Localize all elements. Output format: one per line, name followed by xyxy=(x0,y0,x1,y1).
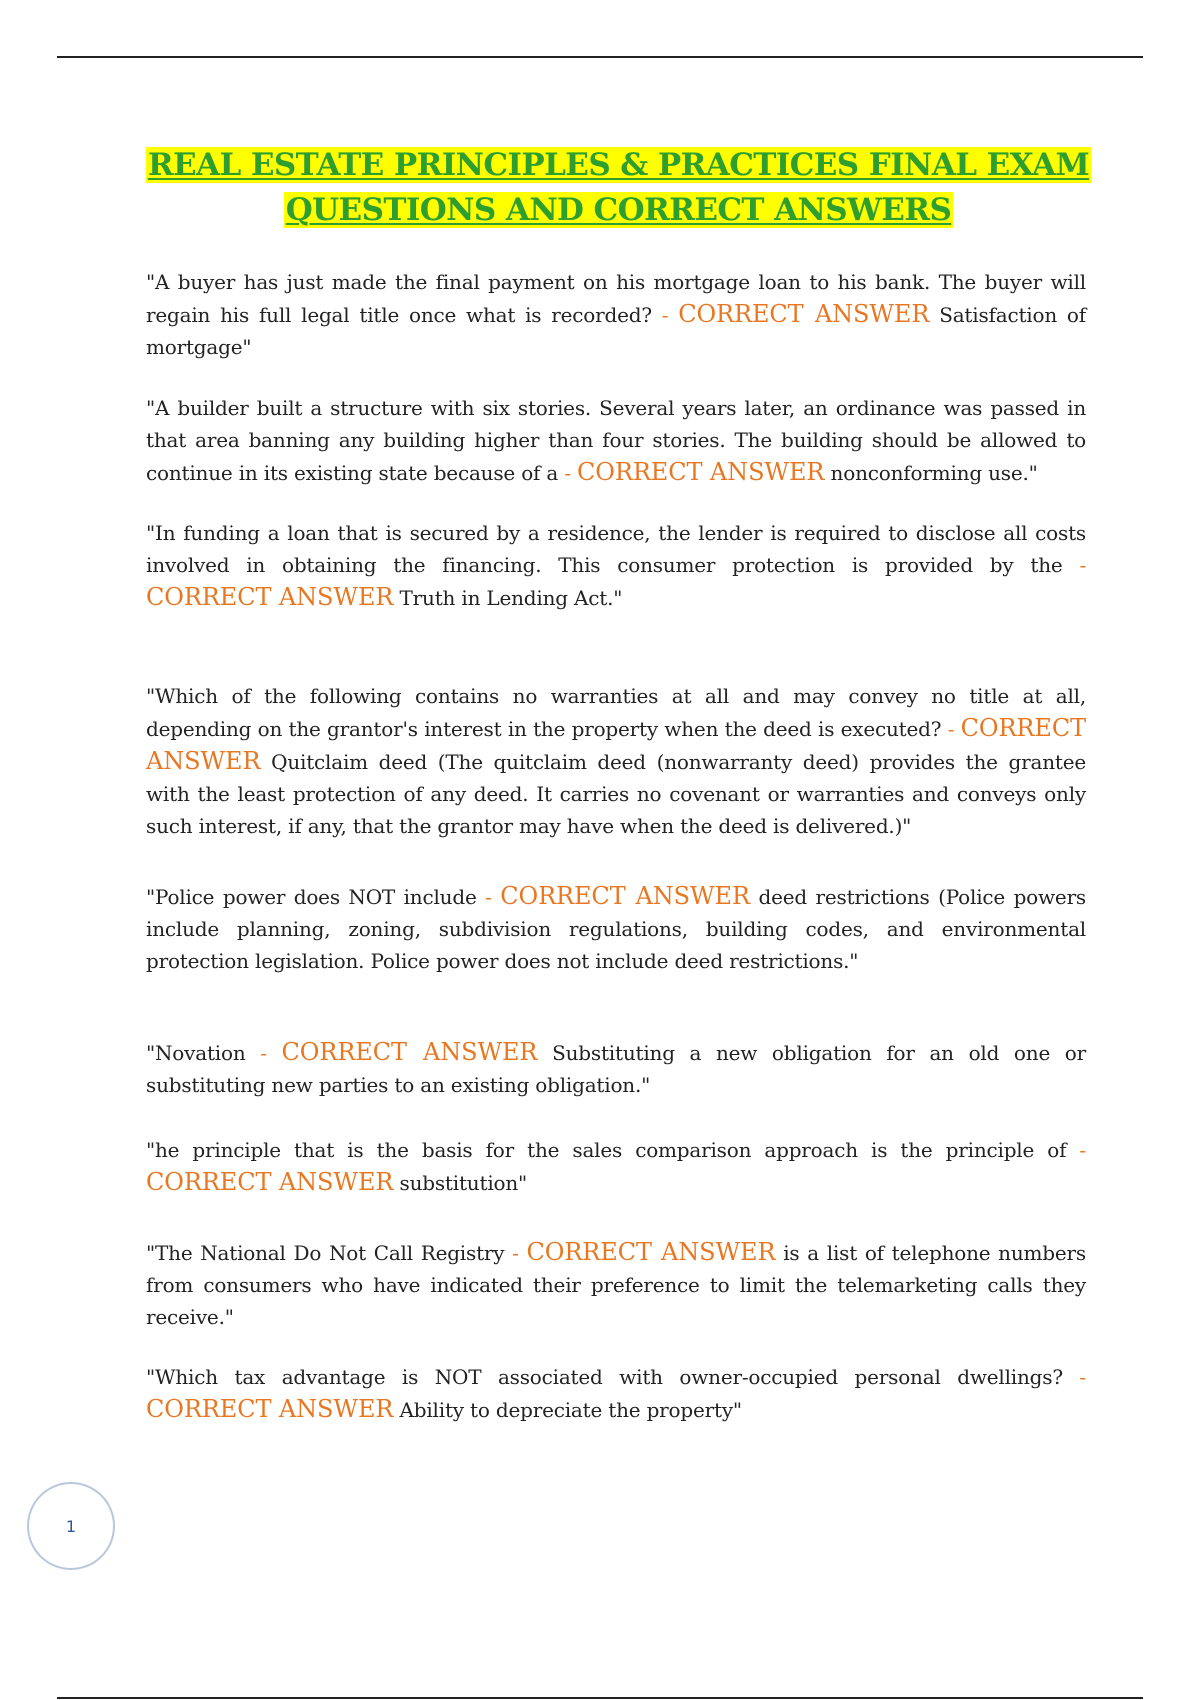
correct-answer-marker: - CORRECT ANSWER xyxy=(485,882,750,910)
answer-text: nonconforming use." xyxy=(830,461,1038,485)
question-text: "A builder built a structure with six stories. Several years later, an ordinance was passed in that area banning any building higher than four stories. The building should be allowed to continue in its existing state because of a xyxy=(146,396,1086,485)
question-text: "A buyer has just made the final payment on his mortgage loan to his bank. The buyer will regain his full legal title once what is recorded? xyxy=(146,270,1086,327)
qa-item xyxy=(146,392,1086,489)
question-text: "Novation xyxy=(146,1041,246,1065)
answer-text: Truth in Lending Act." xyxy=(399,586,623,610)
answer-text: substitution" xyxy=(399,1171,528,1195)
correct-answer-marker: - CORRECT ANSWER xyxy=(146,714,1086,775)
answer-text: deed restrictions (Police powers include planning, zoning, subdivision regulations, building codes, and environmental protection legislation. Police power does not include deed restrictions." xyxy=(146,885,1086,973)
page-number-badge xyxy=(27,1482,115,1570)
correct-answer-marker: - CORRECT ANSWER xyxy=(146,1365,1086,1423)
qa-item xyxy=(146,1134,1086,1199)
footer-rule xyxy=(57,1697,1143,1699)
answer-text: Ability to depreciate the property" xyxy=(399,1398,742,1422)
correct-answer-marker: - CORRECT ANSWER xyxy=(146,1138,1086,1196)
answer-text: Quitclaim deed (The quitclaim deed (nonwarranty deed) provides the grantee with the least protection of any deed. It carries no covenant or warranties and conveys only such interest, if any, that the grantor may have when the deed is delivered.)" xyxy=(146,750,1086,838)
qa-item xyxy=(146,517,1086,614)
correct-answer-marker: - CORRECT ANSWER xyxy=(260,1038,538,1066)
header-rule xyxy=(57,56,1143,58)
question-text: "he principle that is the basis for the sales comparison approach is the principle of xyxy=(146,1138,1067,1162)
document-title xyxy=(120,143,1117,233)
title-line-2: QUESTIONS AND CORRECT ANSWERS xyxy=(285,192,952,228)
question-text: "Which of the following contains no warranties at all and may convey no title at all, depending on the grantor's interest in the property when the deed is executed? xyxy=(146,684,1086,741)
answer-text: Substituting a new obligation for an old one or substituting new parties to an existing obligation." xyxy=(146,1041,1086,1097)
correct-answer-marker: - CORRECT ANSWER xyxy=(146,553,1086,611)
correct-answer-marker: - CORRECT ANSWER xyxy=(512,1238,776,1266)
qa-item xyxy=(146,1236,1086,1333)
qa-item xyxy=(146,1036,1086,1101)
correct-answer-marker: - CORRECT ANSWER xyxy=(661,300,930,328)
question-text: "In funding a loan that is secured by a residence, the lender is required to disclose all costs involved in obtaining the financing. This consumer protection is provided by the xyxy=(146,521,1086,577)
question-text: "The National Do Not Call Registry xyxy=(146,1241,505,1265)
title-line-1: REAL ESTATE PRINCIPLES & PRACTICES FINAL EXAM xyxy=(147,147,1090,183)
qa-item xyxy=(146,266,1086,363)
question-text: "Police power does NOT include xyxy=(146,885,477,909)
answer-text: Satisfaction of mortgage" xyxy=(146,303,1086,359)
qa-item xyxy=(146,880,1086,977)
page-number: 1 xyxy=(65,1516,77,1536)
qa-item xyxy=(146,680,1086,842)
question-text: "Which tax advantage is NOT associated with owner-occupied personal dwellings? xyxy=(146,1365,1063,1389)
correct-answer-marker: - CORRECT ANSWER xyxy=(564,458,825,486)
qa-item xyxy=(146,1361,1086,1426)
answer-text: is a list of telephone numbers from consumers who have indicated their preference to limit the telemarketing calls they receive." xyxy=(146,1241,1086,1329)
